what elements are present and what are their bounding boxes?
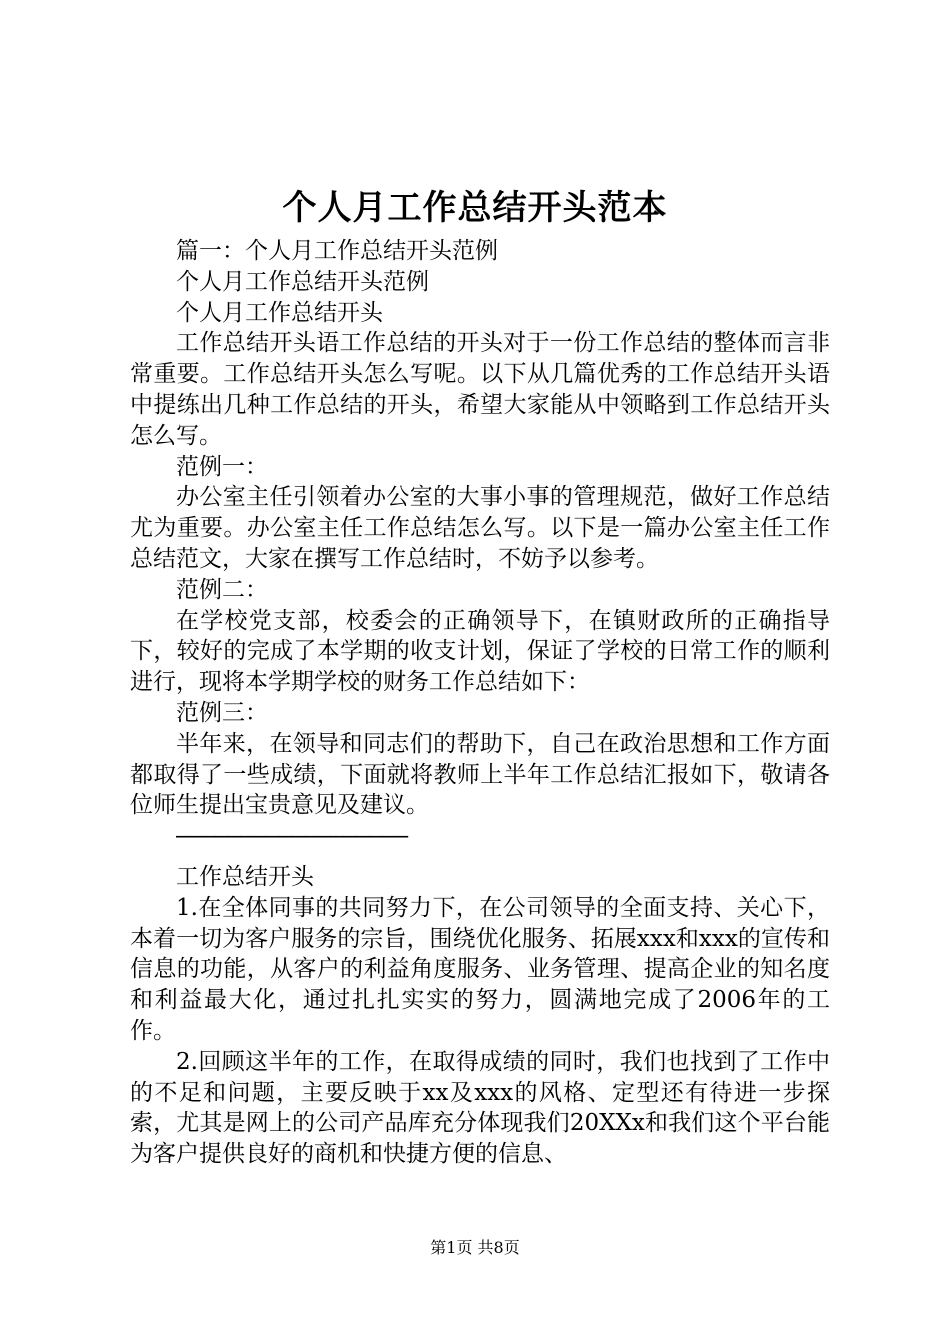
document-body [130, 236, 830, 1170]
paragraph-example-1-label: 范例一： [176, 453, 268, 480]
paragraph-subheading-2: 个人月工作总结开头 [176, 299, 383, 326]
document-title: 个人月工作总结开头范本 [282, 188, 668, 228]
paragraph-heading-1: 篇一：个人月工作总结开头范例 [176, 238, 498, 264]
paragraph-item-1: 1.在全体同事的共同努力下，在公司领导的全面支持、关心下，本着一切为客户服务的宗旨，围绕优化服务、拓展xxx和xxx的宣传和信息的功能，从客户的利益角度服务、业务管理、提高企业的知名度和利益最大化，通过扎扎实实的努力，圆满地完成了2006年的工作。 [130, 894, 830, 1044]
paragraph-section-heading: 工作总结开头 [176, 863, 314, 890]
paragraph-example-2-label: 范例二： [176, 576, 268, 603]
page-number-footer: 第1页 共8页 [430, 1238, 520, 1257]
section-gap [130, 852, 830, 862]
paragraph-subheading-1: 个人月工作总结开头范例 [176, 268, 429, 295]
paragraph-example-3-label: 范例三： [176, 699, 268, 726]
separator-line: —————————————————— [176, 823, 408, 850]
paragraph-example-3: 半年来，在领导和同志们的帮助下，自己在政治思想和工作方面都取得了一些成绩，下面就将教师上半年工作总结汇报如下，敬请各位师生提出宝贵意见及建议。 [130, 730, 830, 819]
paragraph-example-2: 在学校党支部，校委会的正确领导下，在镇财政所的正确指导下，较好的完成了本学期的收支计划，保证了学校的日常工作的顺利进行，现将本学期学校的财务工作总结如下： [130, 607, 830, 696]
paragraph-example-1: 办公室主任引领着办公室的大事小事的管理规范，做好工作总结尤为重要。办公室主任工作总结怎么写。以下是一篇办公室主任工作总结范文，大家在撰写工作总结时，不妨予以参考。 [130, 484, 830, 572]
paragraph-intro: 工作总结开头语工作总结的开头对于一份工作总结的整体而言非常重要。工作总结开头怎么写呢。以下从几篇优秀的工作总结开头语中提练出几种工作总结的开头，希望大家能从中领略到工作总结开头怎么写。 [130, 330, 830, 449]
paragraph-item-2: 2.回顾这半年的工作，在取得成绩的同时，我们也找到了工作中的不足和问题，主要反映于xx及xxx的风格、定型还有待进一步探索，尤其是网上的公司产品库充分体现我们20XXx和我们这个平台能为客户提供良好的商机和快捷方便的信息、 [130, 1048, 830, 1168]
